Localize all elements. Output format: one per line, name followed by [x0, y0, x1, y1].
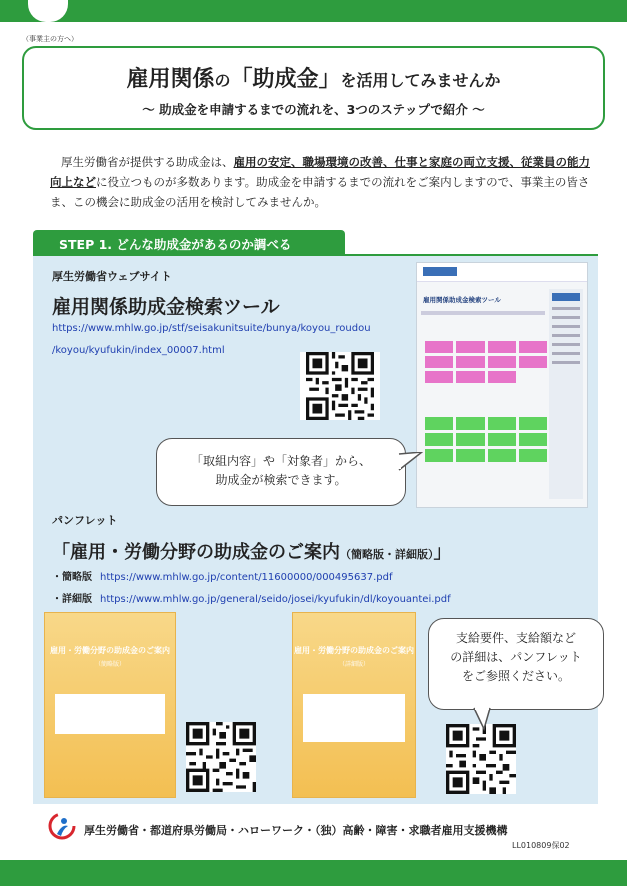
screenshot-rule [421, 311, 545, 315]
qr-code-icon [300, 352, 380, 420]
top-color-bar [0, 0, 627, 22]
title-part-4: を活用してみませんか [340, 71, 501, 90]
bubble2-line1: 支給要件、支給額など [455, 631, 576, 645]
pamphlet-title-small: （簡略版・詳細版） [340, 548, 434, 561]
cover2-sub: （詳細版） [338, 661, 369, 668]
pamphlet-cover-detailed[interactable] [292, 612, 416, 798]
bottom-color-bar [0, 860, 627, 886]
bubble2-line3: をご参照ください。 [461, 669, 570, 683]
title-part-2: の [214, 71, 231, 90]
screenshot-logo [423, 267, 457, 276]
screenshot-green-buttons [425, 417, 547, 462]
search-tool-screenshot [416, 262, 588, 508]
intro-emphasis-1: 雇用の安定、職場環境の改善、仕事と家庭の両立支援、 [233, 155, 521, 169]
document-code: LL010809保02 [512, 841, 570, 850]
website-title: 雇用関係助成金検索ツール [52, 296, 280, 318]
pamphlet-item-detailed-label: ・詳細版 [52, 594, 92, 605]
website-url-line2[interactable]: /koyou/kyufukin/index_00007.html [52, 345, 225, 356]
bubble2-tail [472, 707, 494, 731]
step1-heading [33, 230, 345, 256]
page-subtitle: 〜 助成金を申請するまでの流れを、3つのステップで紹介 〜 [142, 102, 485, 117]
search-tip-bubble [156, 438, 406, 506]
simple-qr-code[interactable] [186, 722, 256, 792]
pamphlet-cover-simple[interactable] [44, 612, 176, 798]
screenshot-header [417, 263, 587, 282]
screenshot-heading: 雇用関係助成金検索ツール [423, 296, 501, 304]
qr-code-icon [186, 722, 256, 792]
pamphlet-title [52, 538, 452, 564]
bubble2-line2: の詳細は、パンフレット [450, 650, 582, 664]
detailed-qr-code[interactable] [446, 724, 516, 794]
step1-title: どんな助成金があるのか調べる [116, 237, 292, 252]
website-qr-code[interactable] [300, 352, 380, 420]
pamphlet-kicker: パンフレット [52, 514, 118, 527]
title-part-1: 雇用関係 [126, 67, 215, 92]
pamphlet-item-simple [52, 568, 392, 583]
pamphlet-item-detailed [52, 590, 451, 605]
pamphlet-title-end: 」 [433, 542, 452, 563]
details-tip-bubble [428, 618, 604, 710]
footer-organizations: 厚生労働省・都道府県労働局・ハローワーク・（独）高齢・障害・求職者雇用支援機構 [84, 824, 508, 837]
cover2-card [303, 694, 405, 742]
cover1-card [55, 694, 165, 734]
cover2-title: 雇用・労働分野の助成金のご案内 [294, 646, 414, 655]
pamphlet-simple-url[interactable]: https://www.mhlw.go.jp/content/11600000/000495637.pdf [100, 572, 393, 583]
header-note: （事業主の方へ） [22, 35, 78, 43]
bubble1-tail [398, 452, 424, 474]
cover1-title: 雇用・労働分野の助成金のご案内 [50, 646, 170, 655]
intro-paragraph [50, 152, 590, 212]
pamphlet-title-main: 「雇用・労働分野の助成金のご案内 [52, 542, 340, 563]
intro-emphasis-2: 従業員の能力向上など [50, 155, 590, 189]
website-kicker: 厚生労働省ウェブサイト [52, 270, 172, 283]
intro-text-1: 厚生労働省が提供する助成金は、 [61, 155, 234, 169]
title-part-3: 「助成金」 [230, 67, 341, 92]
bubble1-line1: 「取組内容」や「対象者」から、 [190, 454, 371, 468]
website-url-line1[interactable]: https://www.mhlw.go.jp/stf/seisakunitsuite/bunya/koyou_roudou [52, 323, 371, 334]
pamphlet-item-simple-label: ・簡略版 [52, 572, 92, 583]
screenshot-pink-buttons [425, 341, 547, 383]
page-title [22, 62, 605, 93]
mhlw-logo-icon [48, 812, 76, 840]
intro-text-2: に役立つものが多数あります。助成金を申請するまでの流れをご案内しますので、事業主の皆さま、この機会に助成金の活用を検討してみませんか。 [50, 175, 590, 209]
screenshot-sidebar [549, 289, 583, 499]
qr-code-icon [446, 724, 516, 794]
step1-label: STEP 1. [59, 237, 113, 252]
bubble1-line2: 助成金が検索できます。 [215, 473, 347, 487]
pamphlet-detailed-url[interactable]: https://www.mhlw.go.jp/general/seido/josei/kyufukin/dl/koyouantei.pdf [100, 594, 451, 605]
cover1-sub: （簡略版） [94, 661, 125, 668]
